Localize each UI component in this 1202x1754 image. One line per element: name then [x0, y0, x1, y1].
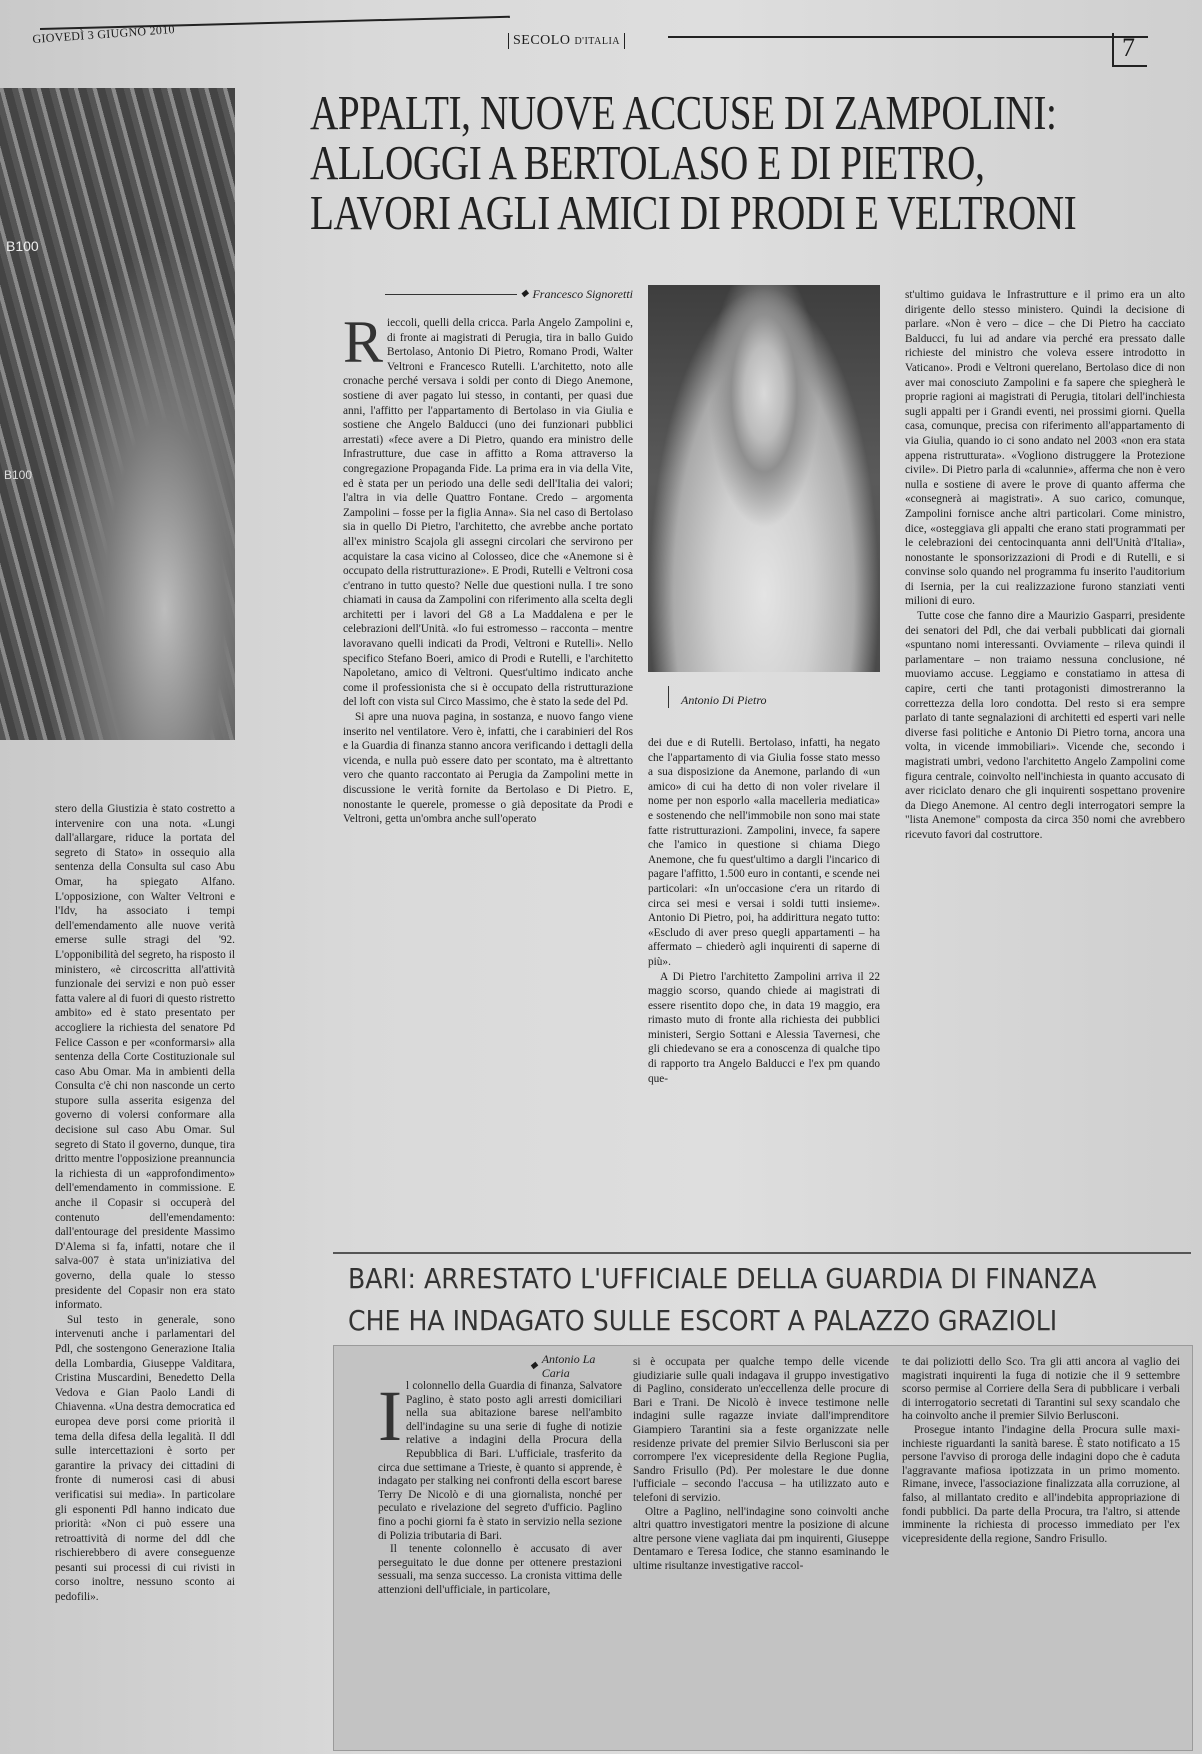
headline-line: LAVORI AGLI AMICI DI PRODI E VELTRONI	[310, 185, 1077, 240]
photo-label: B100	[4, 468, 33, 482]
newspaper-name-main: SECOLO	[513, 33, 571, 48]
headline-line: ALLOGGI A BERTOLASO E DI PIETRO,	[310, 135, 985, 190]
paragraph: si è occupata per qualche tempo delle vicende giudiziarie sulle quali indagava il gruppo investigativo di Paglino, considerato un'eccellenza delle procure di Bari e Trani. De Nicolò è invece testimone nelle indagini sulle ragazze inviate dall'imprenditore Giampiero Tarantini sia a feste organizzate nelle residenze private del premier Silvio Berlusconi sia per corrompere l'ex vicepresidente della Regione Puglia, Sandro Frisullo (Pd). Per molestare le due donne l'ufficiale – secondo l'accusa – ha utilizzato auto e telefoni di servizio.	[633, 1356, 889, 1504]
article-column-3	[905, 288, 1185, 1241]
diamond-icon: ◆	[520, 288, 529, 299]
article-column-1	[343, 316, 633, 1241]
issue-date: GIOVEDÌ 3 GIUGNO 2010	[32, 22, 176, 46]
newspaper-name-suffix: D'ITALIA	[574, 36, 620, 47]
page-number: 7	[1112, 33, 1147, 67]
box-top-rule	[333, 1252, 1191, 1254]
paragraph: te dai poliziotti dello Sco. Tra gli atti ancora al vaglio dei magistrati inquirenti la fuga di notizie che il 9 settembre scorso permise al Corriere della Sera di pubblicare i verbali di interrogatorio secretati di Tarantini sul sexy scandalo che ha coinvolto anche il premier Silvio Berlusconi.	[902, 1356, 1180, 1423]
paragraph: Prosegue intanto l'indagine della Procura sulle maxi-inchieste riguardanti la sanità barese. È stato notificato a 15 persone l'avviso di proroga delle indagini dopo che è caduta l'aggravante mafiosa ipotizzata in un primo momento. Rimane, invece, l'associazione finalizzata alla corruzione, al falso, al millantato credito e all'indebita appropriazione di fondi pubblici. Da parte della Procura, tra l'altro, si attende imminente la richiesta di processo immediato per l'ex vicepresidente della regione, Sandro Frisullo.	[902, 1423, 1180, 1545]
header-rule-right	[668, 36, 1148, 38]
photo-caption: Antonio Di Pietro	[668, 686, 767, 708]
headline-line: APPALTI, NUOVE ACCUSE DI ZAMPOLINI:	[310, 85, 1057, 140]
newspaper-name	[508, 33, 625, 49]
byline-author: Antonio La Caria	[541, 1352, 596, 1380]
byline-rule	[385, 294, 517, 295]
main-headline	[310, 85, 1130, 240]
photo-label: B100	[6, 238, 39, 254]
headline-line: BARI: ARRESTATO L'UFFICIALE DELLA GUARDIA DI FINANZA	[348, 1262, 1097, 1295]
paragraph: Sul testo in generale, sono intervenuti anche i parlamentari del Pdl, che sostengono Generazione Italia della Lombardia, Giuseppe Valditara, Cristina Muscardini, Benedetto Della Vedova e Gian Paolo Landi di Chiavenna. «Una destra democratica ed europea deve porsi come priorità il tema della difesa della legalità. Il ddl sulle intercettazioni è sorto per garantire la privacy dei cittadini di fronte di numerosi casi di abusi verificatisi sui media». In particolare gli esponenti Pdl hanno indicato due priorità: «Non ci può essere una retroattività di norme del ddl che rischierebbero di avere conseguenze pesanti sui processi di cui rivisti in corso inoltre, nessuno sconto ai pedofili».	[55, 1313, 235, 1604]
byline-author: Francesco Signoretti	[532, 287, 633, 301]
headline-line: CHE HA INDAGATO SULLE ESCORT A PALAZZO GRAZIOLI	[348, 1304, 1058, 1337]
paragraph: dei due e di Rutelli. Bertolaso, infatti, ha negato che l'appartamento di via Giulia fosse stato messo a sua disposizione da Anemone, parlando di «un amico» di cui ha detto di non voler rivelare il nome per non esporlo «alla macelleria mediatica» e sostenendo che nell'immobile non sono mai state fatte ristrutturazioni. Zampolini, invece, fa sapere che l'amico in questione si chiama Diego Anemone, che fu quest'ultimo a dargli l'incarico di pagare l'affitto, 1.500 euro in contanti, e scende nei particolari: «In un'occasione c'era un ritardo di circa sei mesi e versai i soldi tutti insieme». Antonio Di Pietro, poi, ha addirittura negato tutto: «Escludo di aver preso quegli appartamenti – ha affermato – chiederò agli inquirenti di saperne di più».	[648, 737, 880, 968]
paragraph: Si apre una nuova pagina, in sostanza, e nuovo fango viene inserito nel ventilatore. Vero è, infatti, che i carabinieri del Ros e la Guardia di finanza stanno ancora verificando i dettagli della vicenda, e nulla può essere dato per scontato, ma è altrettanto vero che quanto raccontato ai Perugia da Zampolini mette in discussione le verità fornite da Bertolaso e Di Pietro. E, nonostante le querele, promesse o già depositate da Prodi e Veltroni, getta un'ombra anche sull'operato	[343, 711, 633, 826]
main-byline	[385, 287, 633, 301]
box-column-1	[378, 1380, 622, 1746]
drop-cap: R	[343, 316, 384, 375]
drop-cap: I	[378, 1380, 402, 1456]
paragraph: stero della Giustizia è stato costretto a intervenire con una nota. «Lungi dall'allargare, riduce la portata del segreto di Stato» in ossequio alla sentenza della Consulta sul caso Abu Omar, ha spiegato Alfano. L'opposizione, con Walter Veltroni e l'Idv, ha associato i tempi dell'emendamento alle nuove verità emerse sulle stragi del '92. L'opponibilità del segreto, ha risposto il ministero, «è circoscritta all'attività funzionale dei servizi e non può esser fatta valere al di fuori di questo ristretto ambito» ed è stato presentato per accogliere la richiesta del senatore Pd Felice Casson e per «conformarsi» alla sentenza della Corte Costituzionale sul caso Abu Omar. Ma in ambienti della Consulta c'è chi non nasconde un certo stupore sulla asserita esigenza del governo di volersi conformare alla decisione sul caso Abu Omar. Sul segreto di Stato il governo, dunque, tira dritto mentre l'opposizione preannuncia la richiesta di un «approfondimento» dell'emendamento in commissione. E anche il Copasir si occuperà del contenuto dell'emendamento: dall'entourage del presidente Massimo D'Alema si fa, infatti, notare che il salva-007 è stata un'iniziativa del governo, della quale lo stesso presidente del Copasir non era stato informato.	[55, 803, 235, 1312]
paragraph: st'ultimo guidava le Infrastrutture e il primo era un alto dirigente dello stesso ministero. Quindi la decisione di parlare. «Non è vero – dice – che Di Pietro ha cacciato Balducci, fu lui ad andare via perché era pressato dalle richieste del ministro che voleva essere introdotto in Vaticano». Prodi e Veltroni querelano, Bertolaso dice di non aver mai conosciuto Zampolini e fa sapere che spiegherà le proprie ragioni ai magistrati di Perugia, titolari dell'inchiesta sugli appalti per i Grandi eventi, nei prossimi giorni. Quella casa, comunque, precisa con riferimento all'appartamento di via Giulia, quando io ci sono andato nel 2003 «non era stata appena ristrutturata». «Vogliono distruggere la Protezione civile». Di Pietro parla di «calunnie», afferma che non è vero nulla e sostiene di avere le prove di quanto afferma che «consegnerà ai magistrati». A suo carico, comunque, Zampolini fornisce anche altri particolari. Come ministro, dice, «osteggiava gli appalti che erano stati programmati per le celebrazioni dei centocinquanta anni dell'Unità d'Italia», nonostante le sponsorizzazioni di Prodi e di Rutelli, e si convinse solo quando nel programma fu inserito l'auditorium di Isernia, per la cui realizzazione furono stanziati venti milioni di euro.	[905, 289, 1185, 608]
diamond-icon: ◆	[530, 1360, 538, 1371]
photo-antonio-di-pietro	[648, 285, 880, 672]
paragraph: Oltre a Paglino, nell'indagine sono coinvolti anche altri quattro investigatori mentre la posizione di alcune altre persone viene vagliata dai pm inquirenti, Giuseppe Dentamaro e Teresa Iodice, che stanno esaminando le ultime risultanze investigative raccol-	[633, 1505, 889, 1572]
box-column-2	[633, 1356, 889, 1746]
left-article-column	[55, 802, 235, 1747]
article-column-2	[648, 736, 880, 1241]
paragraph: A Di Pietro l'architetto Zampolini arriva il 22 maggio scorso, quando chiede ai magistrati di essere risentito dopo che, in data 19 maggio, era rimasto muto di fronte alla richiesta dei pubblici ministeri, Sergio Sottani e Alessia Tavernesi, che gli chiedevano se era a conoscenza di qualche tipo di rapporto tra Angelo Balducci e l'ex pm quando que-	[648, 970, 880, 1085]
box-byline	[530, 1352, 622, 1380]
box-headline	[348, 1258, 1096, 1342]
paragraph: l colonnello della Guardia di finanza, Salvatore Paglino, è stato posto agli arresti domiciliari nella sua abitazione barese nell'ambito dell'indagine su una serie di fughe di notizie relative a indagini della Procura della Repubblica di Bari. L'ufficiale, trasferito da circa due settimane a Trieste, è quanto si apprende, è indagato per stalking nei confronti della escort barese Terry De Nicolò e di una giornalista, nonché per peculato e rivelazione del segreto d'ufficio. Paglino fino a pochi giorni fa è stato in servizio nella sezione di Polizia tributaria di Bari.	[378, 1380, 622, 1542]
paragraph: ieccoli, quelli della cricca. Parla Angelo Zampolini e, di fronte ai magistrati di Perugia, tira in ballo Guido Bertolaso, Antonio Di Pietro, Romano Prodi, Walter Veltroni e Francesco Rutelli. L'architetto, noto alle cronache perché versava i soldi per conto di Diego Anemone, sostiene di aver pagato lui stesso, in contanti, per quasi due anni, l'affitto per l'appartamento di Bertolaso in via Giulia e sostiene che Angelo Balducci (uno dei funzionari pubblici arrestati) «fece avere a Di Pietro, quando era ministro delle Infrastrutture, due case in affitto a Roma attraverso la congregazione Propaganda Fide. La prima era in via della Vite, ed è stata per un periodo una delle sedi dell'Italia dei valori; l'altra in via delle Quattro Fontane. Credo – argomenta Zampolini – fosse per la figlia Anna». Sia nel caso di Bertolaso sia in quello Di Pietro, l'architetto, che avrebbe anche portato all'ex ministro Scajola gli assegni circolari che servirono per acquistare la casa vicino al Colosseo, dice che «Anemone si è occupato della ristrutturazione». E Prodi, Rutelli e Veltroni cosa c'entrano in tutto questo? Nelle due questioni nulla. I tre sono chiamati in causa da Zampolini con riferimento alla scelta degli architetti per i lavori del G8 a La Maddalena e per le celebrazioni dell'Unità. «Io fui estromesso – racconta – mentre lavoravano quelli indicati da Prodi, Veltroni e Rutelli». Nello specifico Stefano Boeri, amico di Prodi e Rutelli, e l'architetto Napoletano, amico di Veltroni. Quest'ultimo indicato anche come il professionista che si è occupato della ristrutturazione del loft con vista sul Circo Massimo, che è stato la sede del Pd.	[343, 317, 633, 709]
paragraph: Tutte cose che fanno dire a Maurizio Gasparri, presidente dei senatori del Pdl, che dai verbali pubblicati dai giornali «spuntano nomi interessanti. Ovviamente – rileva quindi il parlamentare – non traiamo nessuna conclusione, né muoviamo accuse. Leggiamo e constatiamo in attesa di capire, certi che tanti protagonisti dimostreranno la correttezza della loro condotta. Del resto si era sempre parlato di tante segnalazioni di architetti ed esperti vari nelle diverse fasi politiche e Antonio Di Pietro torna, ancora una volta, in vicende immobiliari». Vicende che, secondo i magistrati umbri, vedono l'architetto Angelo Zampolini come figura centrale, coinvolto nell'inchiesta in quanto accusato di aver riciclato denaro che gli inquirenti sospettano provenire da Diego Anemone. Al centro degli interrogatori sempre la "lista Anemone" composta da circa 350 nomi che avrebbero ricevuto favori dal costruttore.	[905, 610, 1185, 841]
box-column-3	[902, 1356, 1180, 1746]
paragraph: Il tenente colonnello è accusato di aver perseguitato le due donne per ottenere prestazioni sessuali, ma senza successo. La cronista vittima delle attenzioni dell'ufficiale, in particolare,	[378, 1543, 622, 1596]
photo-equipment	[0, 88, 235, 740]
